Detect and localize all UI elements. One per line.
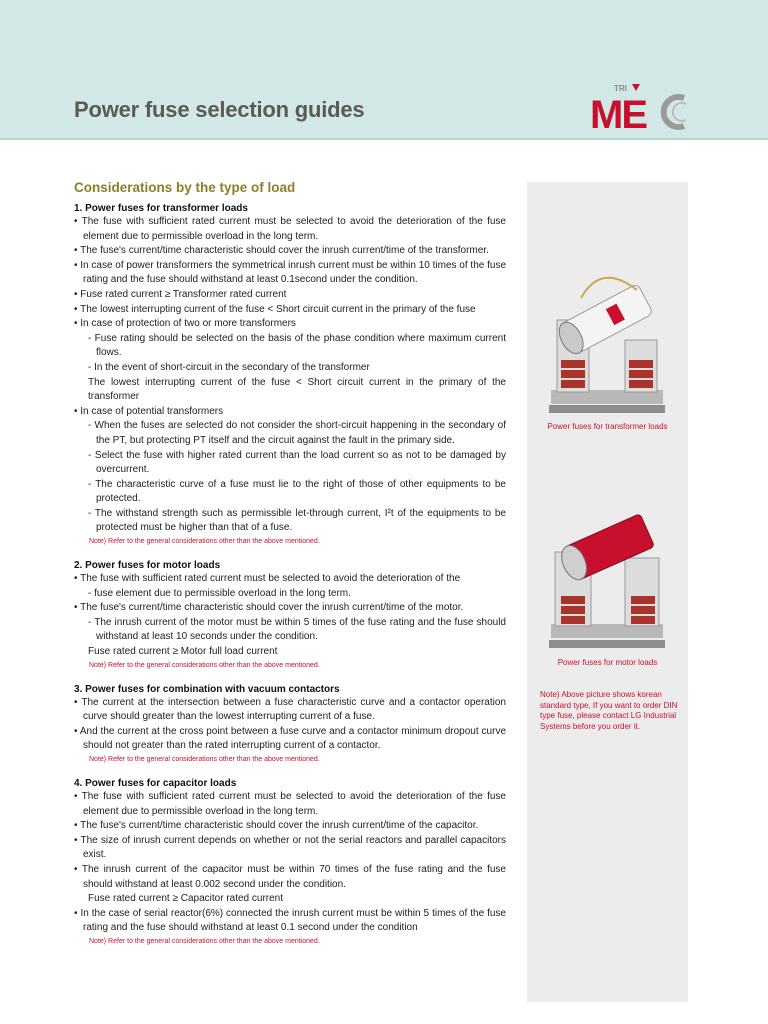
bullet-item: • The fuse with sufficient rated current must be selected to avoid the deterioration of the (74, 573, 461, 585)
bullet-item: • And the current at the cross point between a fuse curve and a contactor minimum dropout curve should not greater than the rated interrupting current of a contactor. (74, 725, 506, 752)
section-title: 3. Power fuses for combination with vacuum contactors (74, 683, 340, 695)
dash-item: - The characteristic curve of a fuse must lie to the right of those of other equipments to be protected. (88, 478, 506, 505)
dash-item: - Fuse rating should be selected on the basis of the phase condition where maximum current flows. (88, 332, 506, 359)
section-title: 4. Power fuses for capacitor loads (74, 778, 237, 789)
bullet-item: • In case of protection of two or more transformers (74, 318, 296, 330)
dash-item: - The inrush current of the motor must be within 5 times of the fuse rating and the fuse should withstand at least 10 seconds under the condition. (88, 616, 506, 643)
bullet-item: • The inrush current of the capacitor must be within 70 times of the fuse rating and the fuse should withstand at least 0.002 second under the condition. (74, 863, 506, 890)
section-heading: Considerations by the type of load (74, 180, 296, 195)
motor-fuse-photo (541, 492, 673, 652)
bullet-item: • The current at the intersection between a fuse characteristic curve and a contactor operation curve should greater than the lowest interrupting current of a fuse. (74, 696, 506, 723)
sidebar-note: Note) Above picture shows korean standard type, If you want to order DIN type fuse, please contact LG Industrial Systems before you order it. (540, 690, 678, 731)
caption-transformer: Power fuses for transformer loads (547, 422, 668, 431)
bullet-item: • The fuse's current/time characteristic should cover the inrush current/time of the motor. (74, 602, 464, 614)
note-text: Note) Refer to the general considerations other than the above mentioned. (89, 937, 320, 945)
bullet-item: • The fuse's current/time characteristic should cover the inrush current/time of the capacitor. (74, 820, 479, 832)
indent-text: Fuse rated current ≥ Capacitor rated current (88, 893, 284, 905)
section-3 (74, 683, 506, 766)
bullet-item: • In case of power transformers the symmetrical inrush current must be within 10 times of the fuse rating and the fuse should withstand at least 0.1second under the condition. (74, 259, 507, 286)
section-title: 1. Power fuses for transformer loads (74, 203, 248, 214)
indent-text: The lowest interrupting current of the fuse < Short circuit current in the primary of the transformer (88, 376, 506, 403)
logo-small-text: TRI (614, 84, 627, 93)
section-title: 2. Power fuses for motor loads (74, 560, 221, 572)
bullet-item: • The fuse with sufficient rated current must be selected to avoid the deterioration of the fuse element due to permissible overload in the long term. (74, 216, 506, 242)
dash-item: - The withstand strength such as permissible let-through current, I²t of the equipments to be protected must be higher than that of a fuse. (88, 507, 506, 534)
dash-item: - Select the fuse with higher rated current than the load current so as not to be damaged by overcurrent. (88, 449, 506, 476)
logo-triangle-mark (632, 84, 640, 91)
bullet-item: • The fuse's current/time characteristic should cover the inrush current/time of the transformer. (74, 245, 489, 257)
sidebar-panel (527, 182, 688, 1002)
dash-item: - In the event of short-circuit in the secondary of the transformer (88, 361, 370, 373)
bullet-item: • The size of inrush current depends on whether or not the serial reactors and parallel capacitors exist. (74, 834, 506, 861)
note-text: Note) Refer to the general considerations other than the above mentioned. (89, 538, 320, 546)
bullet-item: • In the case of serial reactor(6%) connected the inrush current must be within 5 times of the fuse rating and the fuse should withstand at least 0.1 second under the condition (74, 907, 506, 934)
page-title: Power fuse selection guides (74, 97, 365, 122)
dash-item: - When the fuses are selected do not consider the short-circuit happening in the secondary of the PT, but protecting PT itself and the circuit against the fault in the primary side. (88, 420, 506, 446)
main-content (74, 180, 506, 959)
dash-item: - fuse element due to permissible overload in the long term. (88, 587, 351, 599)
section-1 (74, 202, 506, 548)
caption-motor: Power fuses for motor loads (557, 658, 658, 667)
header-divider (0, 138, 768, 140)
sections-container (74, 202, 506, 948)
logo-main-text: ME (590, 93, 646, 132)
indent-text: Fuse rated current ≥ Motor full load current (88, 646, 278, 658)
bullet-item: • The fuse with sufficient rated current must be selected to avoid the deterioration of the fuse element due to permissible overload in the long term. (74, 791, 506, 817)
bullet-item: • In case of potential transformers (74, 405, 224, 417)
note-text: Note) Refer to the general considerations other than the above mentioned. (89, 661, 320, 669)
note-text: Note) Refer to the general considerations other than the above mentioned. (89, 756, 320, 763)
logo-c-inner (673, 103, 686, 121)
bullet-item: • The lowest interrupting current of the fuse < Short circuit current in the primary of the fuse (74, 303, 476, 315)
brand-logo (590, 82, 700, 132)
transformer-fuse-photo (541, 260, 673, 418)
bullet-item: • Fuse rated current ≥ Transformer rated current (74, 288, 287, 300)
section-4 (74, 777, 506, 948)
section-2 (74, 559, 506, 672)
